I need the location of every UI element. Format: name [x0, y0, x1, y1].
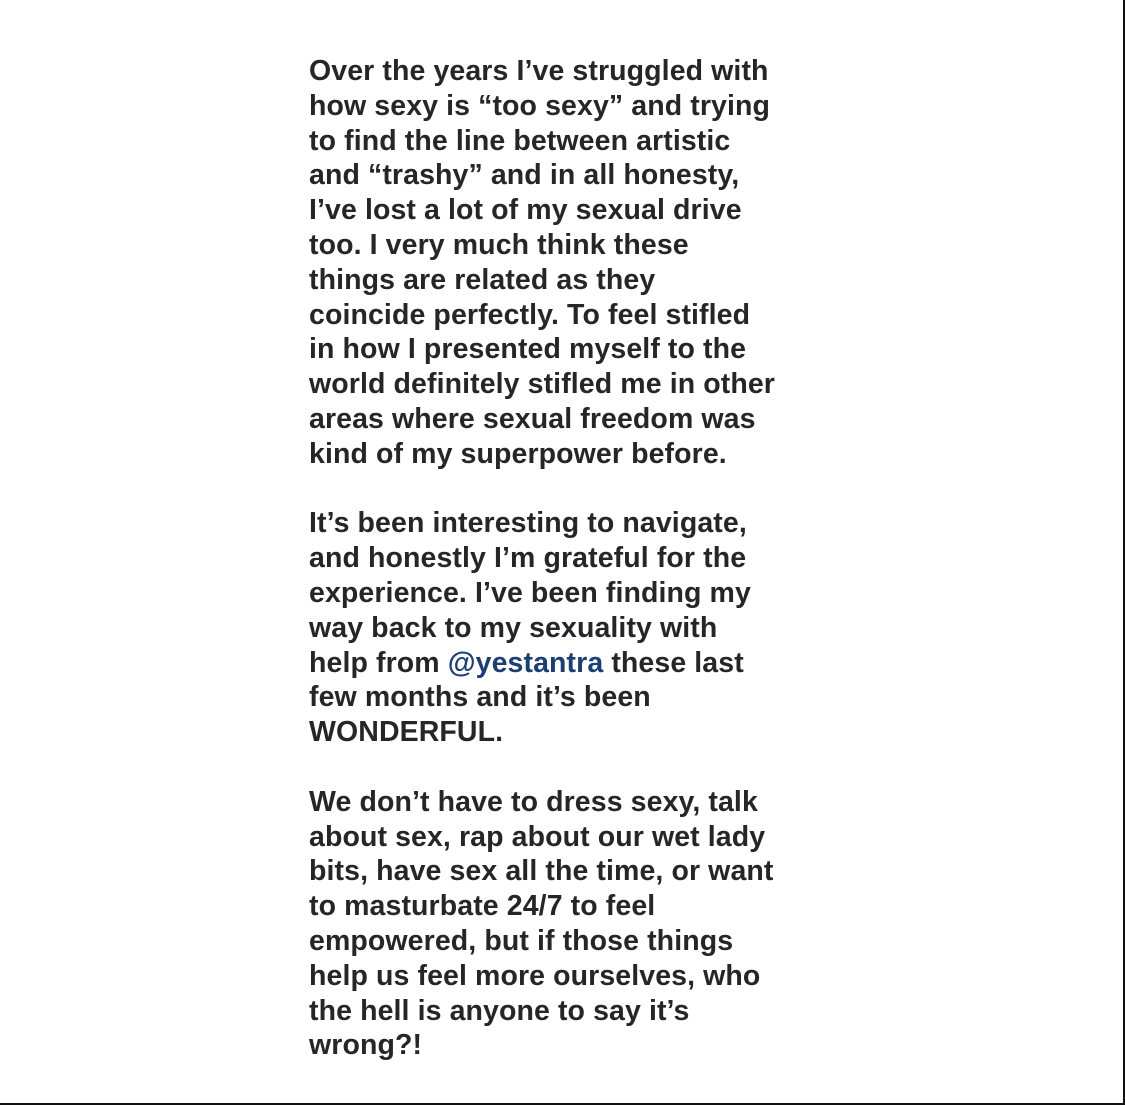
paragraph-spacer — [309, 750, 829, 785]
paragraph-spacer — [309, 472, 829, 507]
post-caption — [309, 54, 829, 1067]
caption-paragraph-2 — [309, 506, 829, 750]
mention-link-yestantra[interactable]: @yestantra — [447, 646, 604, 679]
caption-paragraph-2-text-end: these last few months and it’s been WONDERFUL. — [309, 646, 744, 749]
caption-paragraph-2-text-start: It’s been interesting to navigate, and honestly I’m grateful for the experience. I’ve been finding my way back to my sexuality with help from — [309, 507, 751, 679]
caption-paragraph-1: Over the years I’ve struggled with how sexy is “too sexy” and trying to find the line between artistic and “trashy” and in all honesty, I’ve lost a lot of my sexual drive too. I very much think these things are related as they coincide perfectly. To feel stifled in how I presented myself to the world definitely stifled me in other areas where sexual freedom was kind of my superpower before. — [309, 55, 775, 470]
caption-paragraph-3: We don’t have to dress sexy, talk about sex, rap about our wet lady bits, have sex all the time, or want to masturbate 24/7 to feel empowered, but if those things help us feel more ourselves, who the hell is anyone to say it’s wrong?! — [309, 785, 774, 1062]
